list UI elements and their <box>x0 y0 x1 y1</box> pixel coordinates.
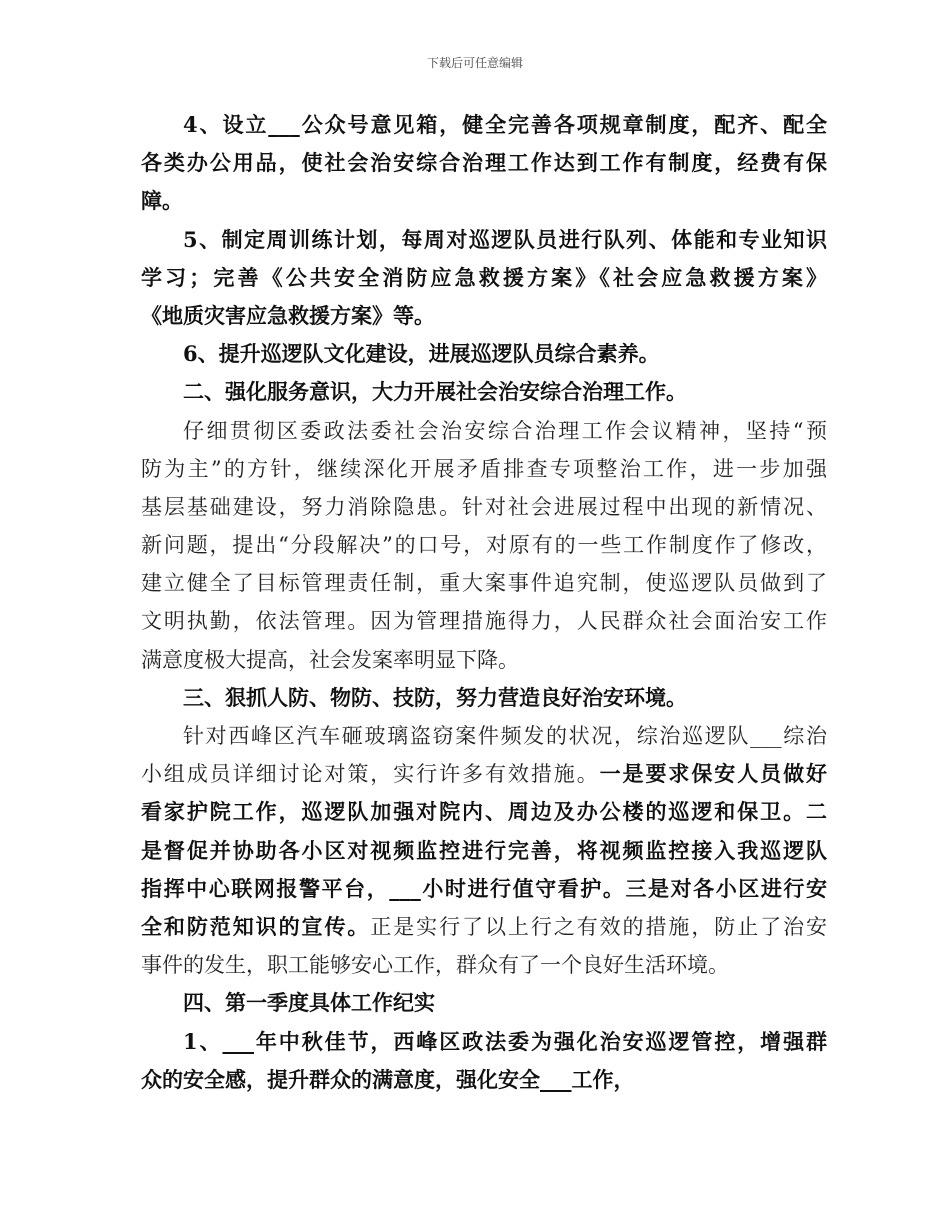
text-segment: 1、___年中秋佳节，西峰区政法委为强化治安巡逻管控，增强群 <box>183 1028 827 1054</box>
text-segment-bold: 一是要求保安人员做好 <box>599 761 828 787</box>
text-segment: 众的安全感，提升群众的满意度，强化安全___工作， <box>141 1066 635 1092</box>
text-segment: 三、狠抓人防、物防、技防，努力营造良好治安环境。 <box>183 684 687 710</box>
text-segment: 仔细贯彻区委政法委社会治安综合治理工作会议精神，坚持“预 <box>183 418 827 443</box>
text-segment: 事件的发生，职工能够安心工作，群众有了一个良好生活环境。 <box>141 953 729 978</box>
text-segment: 满意度极大提高，社会发案率明显下降。 <box>141 647 519 672</box>
text-line <box>141 832 827 870</box>
text-line <box>141 908 827 946</box>
text-line <box>141 1023 827 1061</box>
text-line <box>141 679 827 717</box>
text-segment: 5、制定周训练计划，每周对巡逻队员进行队列、体能和专业知识 <box>183 226 827 252</box>
text-line <box>141 335 827 373</box>
text-line <box>141 221 827 259</box>
text-segment: 各类办公用品，使社会治安综合治理工作达到工作有制度，经费有保 <box>141 150 827 176</box>
text-segment: 防为主”的方针，继续深化开展矛盾排查专项整治工作，进一步加强 <box>141 456 827 481</box>
text-line <box>141 717 827 755</box>
text-segment: 针对西峰区汽车砸玻璃盗窃案件频发的状况，综治巡逻队___综治 <box>183 724 827 748</box>
text-segment-regular: 正是实行了以上行之有效的措施，防止了治安 <box>370 914 828 939</box>
text-line <box>141 450 827 488</box>
text-segment: 4、设立___公众号意见箱，健全完善各项规章制度，配齐、配全 <box>183 112 827 137</box>
text-segment: 看家护院工作，巡逻队加强对院内、周边及办公楼的巡逻和保卫。二 <box>141 799 827 825</box>
text-segment: 四、第一季度具体工作纪实 <box>183 990 435 1016</box>
text-line <box>141 297 827 335</box>
text-line <box>141 755 827 793</box>
text-line <box>141 870 827 908</box>
text-line <box>141 602 827 640</box>
text-line <box>141 259 827 297</box>
text-segment: 6、提升巡逻队文化建设，进展巡逻队员综合素养。 <box>183 341 660 367</box>
text-segment: 小组成员详细讨论对策，实行许多有效措施。 <box>141 762 600 787</box>
text-line <box>141 946 827 984</box>
text-segment: 文明执勤，依法管理。因为管理措施得力，人民群众社会面治安工作 <box>141 609 827 634</box>
text-segment: 建立健全了目标管理责任制，重大案事件追究制，使巡逻队员做到了 <box>141 571 827 596</box>
text-line <box>141 641 827 679</box>
text-line <box>141 106 827 144</box>
text-segment: 指挥中心联网报警平台，___小时进行值守看护。三是对各小区进行安 <box>141 875 827 901</box>
text-line <box>141 373 827 411</box>
text-line <box>141 144 827 182</box>
text-segment: 学习；完善《公共安全消防应急救援方案》《社会应急救援方案》 <box>141 264 827 290</box>
text-line <box>141 1061 827 1099</box>
text-line <box>141 526 827 564</box>
text-line <box>141 564 827 602</box>
text-line <box>141 182 827 220</box>
text-line <box>141 984 827 1022</box>
text-line <box>141 412 827 450</box>
page-header: 下载后可任意编辑 <box>426 56 523 70</box>
text-segment: 《地质灾害应急救援方案》等。 <box>141 302 435 328</box>
text-segment: 是督促并协助各小区对视频监控进行完善，将视频监控接入我巡逻队 <box>141 837 827 863</box>
text-segment: 二、强化服务意识，大力开展社会治安综合治理工作。 <box>183 379 687 405</box>
document-body <box>141 106 827 1099</box>
text-segment: 新问题，提出“分段解决”的口号，对原有的一些工作制度作了修改， <box>141 533 827 558</box>
text-segment: 障。 <box>141 188 183 214</box>
text-line <box>141 793 827 831</box>
text-segment: 基层基础建设，努力消除隐患。针对社会进展过程中出现的新情况、 <box>141 494 827 519</box>
text-line <box>141 488 827 526</box>
text-segment: 全和防范知识的宣传。 <box>141 913 371 939</box>
